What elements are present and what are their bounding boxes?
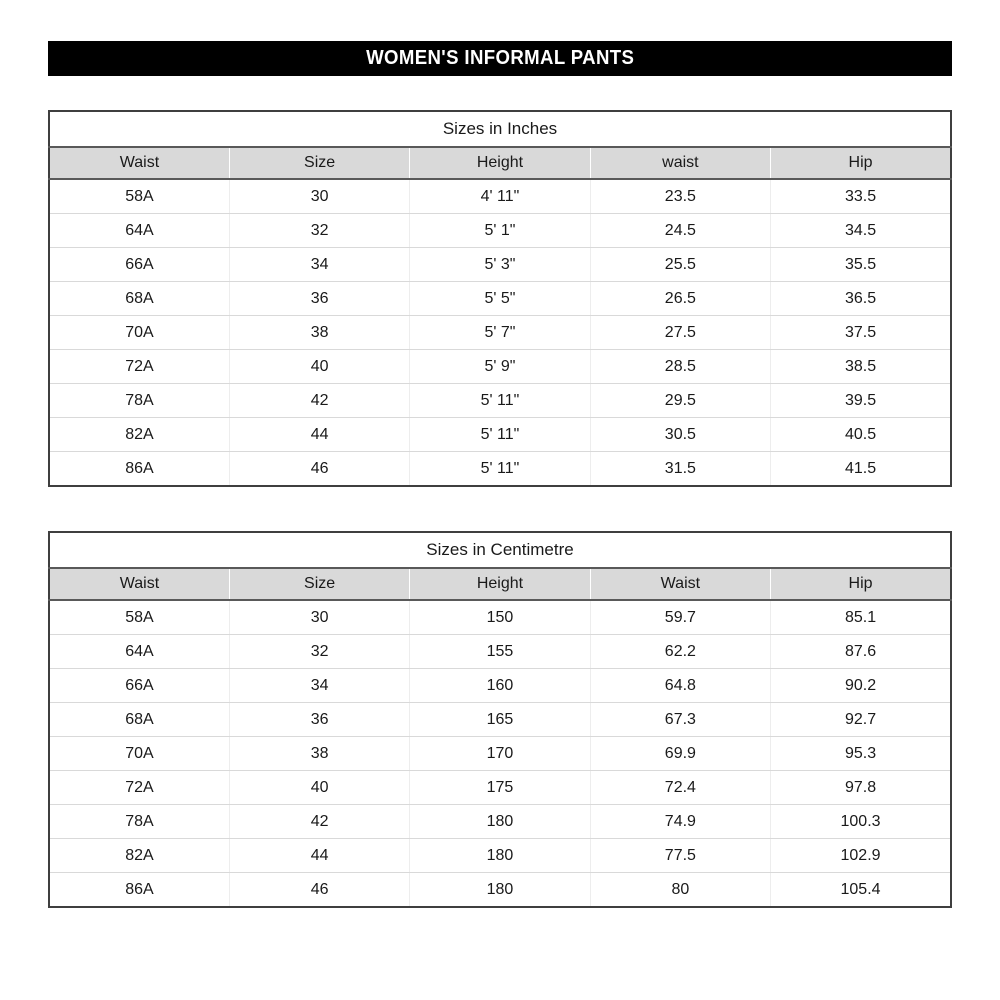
column-header: Waist (49, 147, 229, 179)
table-cell: 41.5 (771, 452, 951, 487)
table-cell: 36.5 (771, 282, 951, 316)
table-cell: 42 (229, 805, 409, 839)
column-header: Waist (49, 568, 229, 600)
table-row (49, 600, 951, 635)
table-cell: 69.9 (590, 737, 770, 771)
table-cell: 78A (49, 805, 229, 839)
table-cell: 5' 1" (410, 214, 590, 248)
table-title: Sizes in Inches (442, 119, 558, 138)
table-cell: 37.5 (771, 316, 951, 350)
table-cell: 66A (49, 669, 229, 703)
table-cell: 59.7 (590, 600, 770, 635)
column-header: Height (410, 147, 590, 179)
table-row (49, 839, 951, 873)
table-cell: 72.4 (590, 771, 770, 805)
table-cell: 36 (229, 282, 409, 316)
table-cell: 74.9 (590, 805, 770, 839)
table-cell: 105.4 (771, 873, 951, 908)
table-cell: 155 (410, 635, 590, 669)
table-row (49, 316, 951, 350)
table-cell: 64A (49, 635, 229, 669)
table-row (49, 771, 951, 805)
table-cell: 67.3 (590, 703, 770, 737)
table-row (49, 703, 951, 737)
table-cell: 68A (49, 282, 229, 316)
table-cell: 34 (229, 669, 409, 703)
table-cell: 30 (229, 600, 409, 635)
table-cell: 72A (49, 771, 229, 805)
table-title-row (49, 532, 951, 568)
table-cell: 25.5 (590, 248, 770, 282)
table-cell: 68A (49, 703, 229, 737)
table-cell: 38.5 (771, 350, 951, 384)
table-row (49, 214, 951, 248)
table-cell: 150 (410, 600, 590, 635)
table-row (49, 384, 951, 418)
table-cell: 70A (49, 737, 229, 771)
table-cell: 5' 11" (410, 452, 590, 487)
table-row (49, 350, 951, 384)
table-row (49, 737, 951, 771)
table-row (49, 669, 951, 703)
table-cell: 32 (229, 635, 409, 669)
table-cell: 175 (410, 771, 590, 805)
table-cell: 32 (229, 214, 409, 248)
table-row (49, 452, 951, 487)
table-header-row (49, 147, 951, 179)
table-title-row (49, 111, 951, 147)
column-header: Height (410, 568, 590, 600)
table-row (49, 179, 951, 214)
table-cell: 31.5 (590, 452, 770, 487)
sizes-in-centimetre-table (48, 531, 952, 908)
column-header: Hip (771, 147, 951, 179)
column-header: Hip (771, 568, 951, 600)
table-cell: 44 (229, 418, 409, 452)
table-cell: 86A (125, 459, 154, 477)
table-cell: 40.5 (771, 418, 951, 452)
table-cell: 34 (229, 248, 409, 282)
column-header: Waist (590, 568, 770, 600)
table-cell: 38 (229, 737, 409, 771)
table-cell: 33.5 (771, 179, 951, 214)
table-cell: 30 (229, 179, 409, 214)
table-header-row (49, 568, 951, 600)
table-cell: 35.5 (771, 248, 951, 282)
table-cell: 92.7 (771, 703, 951, 737)
table-row (49, 248, 951, 282)
table-cell: 44 (229, 839, 409, 873)
table-cell: 80 (590, 873, 770, 908)
table-cell: 86A (125, 880, 154, 898)
table-cell: 82A (49, 839, 229, 873)
page-title: WOMEN'S INFORMAL PANTS (365, 47, 635, 69)
table-cell: 72A (49, 350, 229, 384)
sizes-in-inches-table (48, 110, 952, 487)
table-cell: 58A (49, 600, 229, 635)
table-row (49, 805, 951, 839)
table-cell: 85.1 (771, 600, 951, 635)
table-cell: 28.5 (590, 350, 770, 384)
table-cell: 40 (229, 771, 409, 805)
title-banner (48, 41, 952, 76)
table-cell: 87.6 (771, 635, 951, 669)
table-cell: 5' 7" (410, 316, 590, 350)
table-cell: 5' 11" (410, 418, 590, 452)
table-cell: 70A (49, 316, 229, 350)
table-cell: 42 (229, 384, 409, 418)
table-cell: 66A (49, 248, 229, 282)
table-cell: 77.5 (590, 839, 770, 873)
table-cell: 23.5 (590, 179, 770, 214)
table-cell: 160 (410, 669, 590, 703)
table-cell: 165 (410, 703, 590, 737)
table-cell: 180 (410, 839, 590, 873)
table-cell: 95.3 (771, 737, 951, 771)
table-cell: 46 (229, 452, 409, 487)
table-cell: 64A (49, 214, 229, 248)
table-cell: 39.5 (771, 384, 951, 418)
table-cell: 58A (49, 179, 229, 214)
table-cell: 30.5 (590, 418, 770, 452)
table-cell: 5' 5" (410, 282, 590, 316)
table-cell: 170 (410, 737, 590, 771)
column-header: Size (229, 568, 409, 600)
table-cell: 24.5 (590, 214, 770, 248)
table-cell: 180 (410, 873, 590, 908)
table-cell: 29.5 (590, 384, 770, 418)
table-cell: 78A (49, 384, 229, 418)
table-cell: 102.9 (771, 839, 951, 873)
table-cell: 27.5 (590, 316, 770, 350)
table-cell: 5' 9" (410, 350, 590, 384)
table-cell: 82A (49, 418, 229, 452)
table-cell: 5' 3" (410, 248, 590, 282)
table-cell: 62.2 (590, 635, 770, 669)
table-row (49, 873, 951, 908)
table-cell: 4' 11" (410, 179, 590, 214)
table-cell: 64.8 (590, 669, 770, 703)
table-row (49, 635, 951, 669)
table-cell: 26.5 (590, 282, 770, 316)
table-cell: 34.5 (771, 214, 951, 248)
table-title: Sizes in Centimetre (426, 540, 574, 559)
table-cell: 38 (229, 316, 409, 350)
table-row (49, 282, 951, 316)
column-header: waist (590, 147, 770, 179)
table-cell: 46 (229, 873, 409, 908)
table-cell: 90.2 (771, 669, 951, 703)
table-cell: 97.8 (771, 771, 951, 805)
table-row (49, 418, 951, 452)
column-header: Size (229, 147, 409, 179)
table-cell: 180 (410, 805, 590, 839)
table-cell: 100.3 (771, 805, 951, 839)
table-cell: 36 (229, 703, 409, 737)
table-cell: 5' 11" (410, 384, 590, 418)
table-cell: 40 (229, 350, 409, 384)
